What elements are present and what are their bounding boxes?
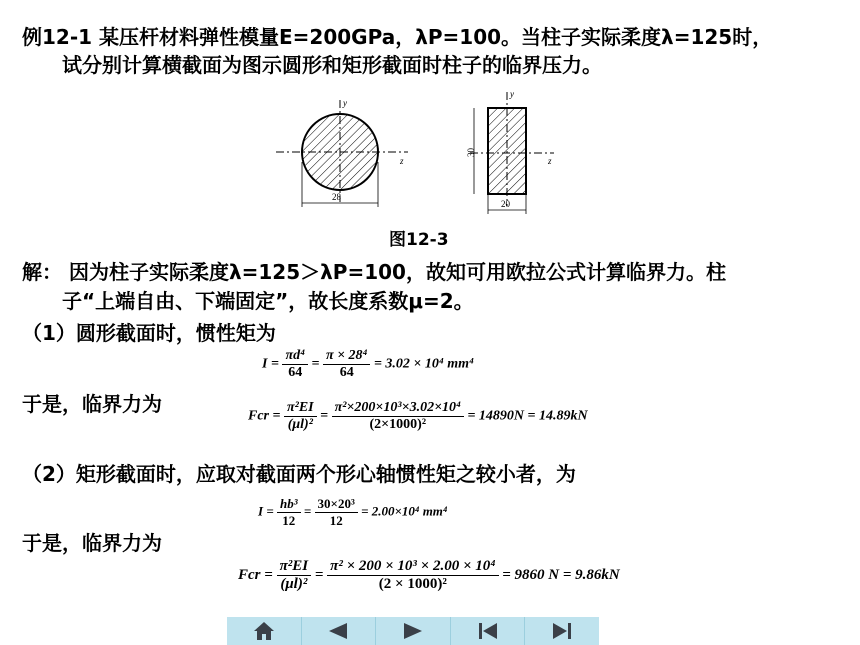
last-button[interactable] <box>525 617 599 645</box>
slide-navigation-bar <box>227 617 599 645</box>
figure-caption: 图12-3 <box>389 230 449 250</box>
circle-axis-y: y <box>343 98 347 108</box>
rect-axis-y: y <box>510 89 514 99</box>
problem-line-1: 例12-1 某压杆材料弹性模量E=200GPa，λP=100。当柱子实际柔度λ=125时， <box>22 25 773 49</box>
last-icon <box>551 621 573 641</box>
rect-section-figure <box>458 88 568 218</box>
solution-line-2: 子“上端自由、下端固定”，故长度系数μ=2。 <box>62 289 474 313</box>
solution-line-1: 解： 因为柱子实际柔度λ=125＞λP=100，故知可用欧拉公式计算临界力。柱 <box>22 260 726 284</box>
rect-dim-w: 20 <box>501 199 510 209</box>
equation-moment-circle: I = $\frac{\text{πd⁴}}{64}$ = $\frac{\text{π × 28⁴}}{64}$ = 3.02 × 10⁴ mm⁴ <box>262 348 474 380</box>
circle-axis-z: z <box>400 156 404 166</box>
home-icon <box>252 620 276 642</box>
first-icon <box>477 621 499 641</box>
equation-critical-force-circle: Fcr = $\frac{\text{π²EI}}{\text{(μl)²}}$ = $\frac{\text{π²×200×10³×3.02×10⁴}}{\text{(2×1000)²}}$ = 14890N = 14.89kN <box>248 400 588 432</box>
rect-axis-z: z <box>548 156 552 166</box>
circle-dim-d: 28 <box>332 192 341 202</box>
rect-dim-h: 30 <box>466 148 476 157</box>
equation-moment-rect: I = $\frac{\text{hb³}}{12}$ = $\frac{\text{30×20³}}{12}$ = 2.00×10⁴ mm⁴ <box>258 496 448 528</box>
equation-critical-force-rect: Fcr = $\frac{\text{π²EI}}{\text{(μl)²}}$ = $\frac{\text{π² × 200 × 10³ × 2.00 × 10⁴}}{\text{(2 × 1000)²}}$ = 9860 N = 9.86kN <box>238 558 620 592</box>
previous-icon <box>327 621 349 641</box>
next-icon <box>402 621 424 641</box>
previous-button[interactable] <box>302 617 377 645</box>
problem-line-2: 试分别计算横截面为图示圆形和矩形截面时柱子的临界压力。 <box>62 53 602 77</box>
home-button[interactable] <box>227 617 302 645</box>
next-button[interactable] <box>376 617 451 645</box>
then-critical-force-2: 于是，临界力为 <box>22 531 162 555</box>
step-1-heading: （1）圆形截面时，惯性矩为 <box>22 321 276 345</box>
step-2-heading: （2）矩形截面时，应取对截面两个形心轴惯性矩之较小者，为 <box>22 462 576 486</box>
circle-section-figure <box>268 92 428 222</box>
first-button[interactable] <box>451 617 526 645</box>
then-critical-force-1: 于是，临界力为 <box>22 392 162 416</box>
